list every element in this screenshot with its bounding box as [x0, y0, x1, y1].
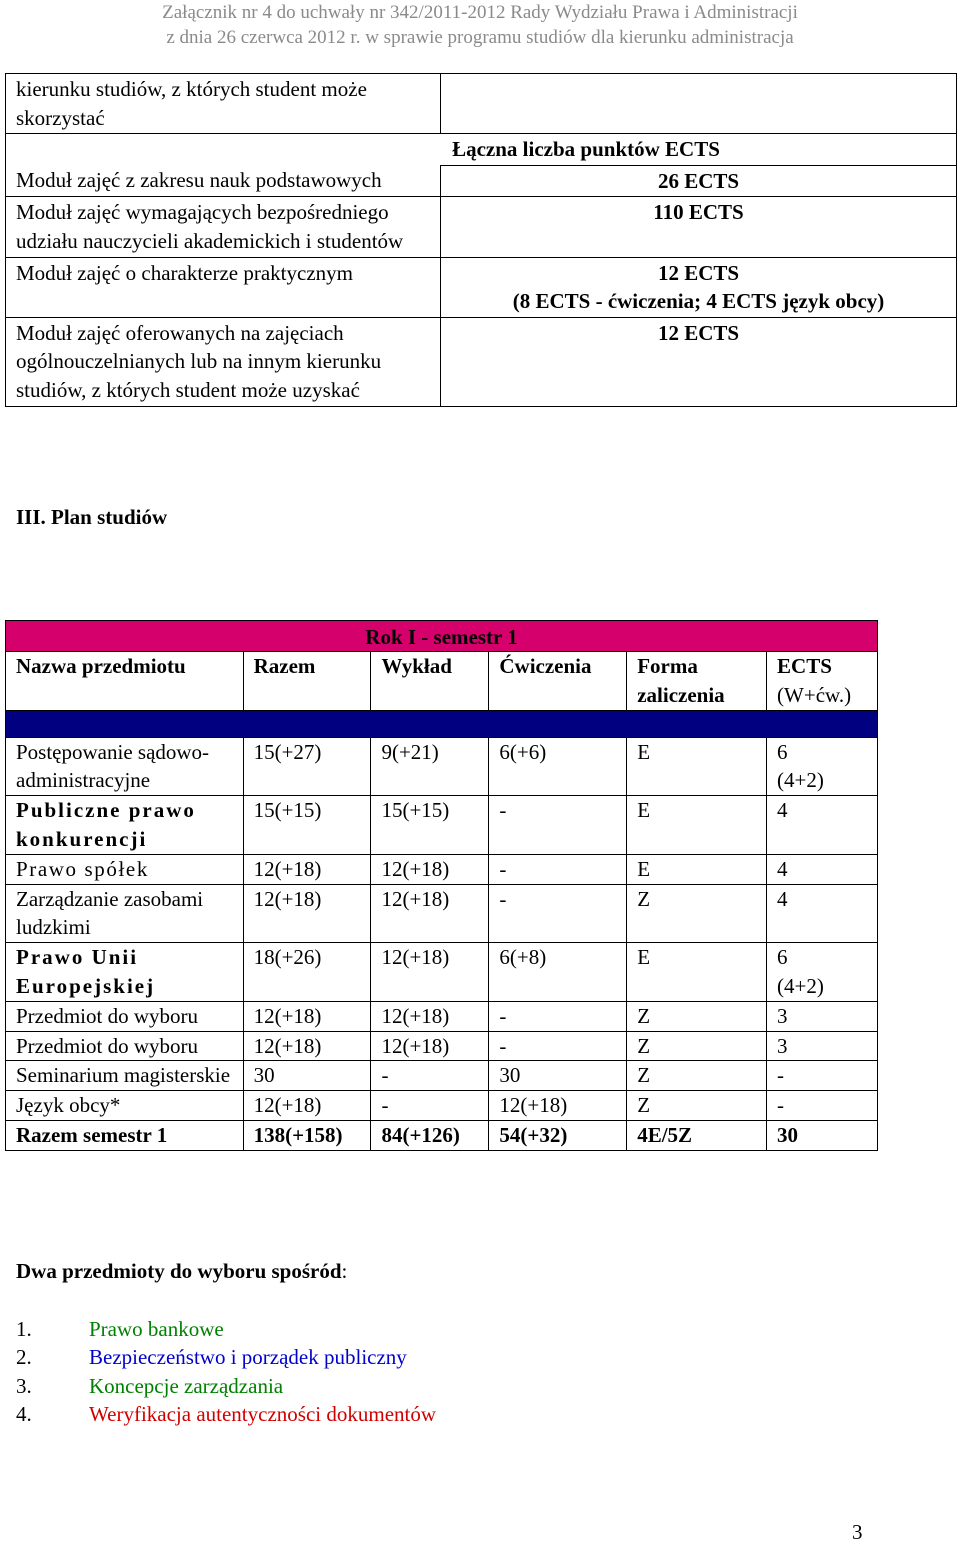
- cell-ects: [767, 737, 878, 796]
- total-ects-label: Łączna liczba punktów ECTS: [6, 134, 957, 166]
- electives-title: [16, 1259, 347, 1284]
- document-header: [0, 0, 960, 50]
- cell-exercises: 6(+8): [489, 943, 627, 1002]
- ects-value: 4: [777, 798, 788, 823]
- electives-list: [16, 1315, 436, 1428]
- list-item-number: 1.: [16, 1317, 32, 1341]
- ects-value: 6: [777, 945, 788, 970]
- list-item: [16, 1343, 436, 1371]
- ects-sub: (4+2): [777, 768, 824, 793]
- ects-value: 4: [777, 886, 788, 911]
- cell-name: Postępowanie sądowo-administracyjne: [6, 737, 244, 796]
- cell-name: Publiczne prawo konkurencji: [6, 796, 244, 855]
- study-plan-table: [5, 620, 878, 1151]
- total-form: 4E/5Z: [627, 1120, 767, 1150]
- list-item-label: Koncepcje zarządzania: [89, 1373, 284, 1398]
- cell-form: Z: [627, 884, 767, 943]
- cell-total: 12(+18): [243, 1031, 371, 1061]
- cell-lecture: -: [371, 1091, 489, 1121]
- table-row: [6, 796, 878, 855]
- table-row: [6, 317, 957, 406]
- table-row: [6, 884, 878, 943]
- cell-lecture: -: [371, 1061, 489, 1091]
- total-name: Razem semestr 1: [6, 1120, 244, 1150]
- cell-lecture: 12(+18): [371, 1031, 489, 1061]
- col-ects-label: ECTS: [777, 654, 832, 678]
- cell-lecture: 12(+18): [371, 943, 489, 1002]
- cell-total: 12(+18): [243, 1091, 371, 1121]
- table-row: [6, 74, 957, 134]
- ects-summary-table: [5, 73, 957, 407]
- total-row: [6, 1120, 878, 1150]
- cell-lecture: 12(+18): [371, 884, 489, 943]
- list-item: [16, 1372, 436, 1400]
- header-line-1: Załącznik nr 4 do uchwały nr 342/2011-2012 Rady Wydziału Prawa i Administracji: [162, 2, 798, 23]
- module-value-main: 12 ECTS: [657, 260, 740, 285]
- cell-exercises: -: [489, 1001, 627, 1031]
- cell-ects: [767, 1001, 878, 1031]
- ects-value: 3: [777, 1003, 788, 1028]
- ects-sub: (4+2): [777, 973, 824, 998]
- header-line-2: z dnia 26 czerwca 2012 r. w sprawie programu studiów dla kierunku administracja: [166, 27, 794, 48]
- page-number: 3: [852, 1520, 863, 1544]
- cell-exercises: -: [489, 884, 627, 943]
- cell-name: Język obcy*: [6, 1091, 244, 1121]
- cell-exercises: -: [489, 796, 627, 855]
- list-item-label: Bezpieczeństwo i porządek publiczny: [89, 1345, 407, 1370]
- cell-lecture: 12(+18): [371, 854, 489, 884]
- cell-ects: [767, 943, 878, 1002]
- table-row: [6, 165, 957, 197]
- electives-title-text: Dwa przedmioty do wyboru spośród: [16, 1259, 342, 1283]
- cell-ects: [767, 1031, 878, 1061]
- table-row: [6, 1061, 878, 1091]
- total-lecture: 84(+126): [371, 1120, 489, 1150]
- total-total: 138(+158): [243, 1120, 371, 1150]
- separator-bar: [6, 710, 878, 737]
- col-lecture: Wykład: [371, 652, 489, 711]
- col-form: Forma zaliczenia: [627, 652, 767, 711]
- cell-total: 15(+15): [243, 796, 371, 855]
- cell-total: 12(+18): [243, 854, 371, 884]
- cell-name: Prawo spółek: [6, 854, 244, 884]
- table-row: [6, 1031, 878, 1061]
- plan-rows: [6, 737, 878, 1120]
- module-value: 26 ECTS: [441, 165, 957, 197]
- cell-lecture: 9(+21): [371, 737, 489, 796]
- continued-label: kierunku studiów, z których student może skorzystać: [6, 74, 441, 134]
- list-item-number: 3.: [16, 1373, 32, 1398]
- cell-form: Z: [627, 1091, 767, 1121]
- col-total: Razem: [243, 652, 371, 711]
- table-row: [6, 943, 878, 1002]
- column-headers: [6, 652, 878, 711]
- ects-value: 6: [777, 739, 788, 764]
- cell-exercises: 30: [489, 1061, 627, 1091]
- list-item-label: Prawo bankowe: [89, 1317, 224, 1341]
- cell-ects: [767, 854, 878, 884]
- cell-ects: [767, 796, 878, 855]
- semester-title: Rok I - semestr 1: [6, 621, 878, 652]
- table-row: [6, 197, 957, 257]
- cell-exercises: 6(+6): [489, 737, 627, 796]
- cell-ects: [767, 884, 878, 943]
- cell-exercises: 12(+18): [489, 1091, 627, 1121]
- ects-value: -: [777, 1063, 785, 1088]
- cell-total: 12(+18): [243, 1001, 371, 1031]
- cell-exercises: -: [489, 854, 627, 884]
- module-value: 12 ECTS: [441, 317, 957, 406]
- ects-value: 4: [777, 856, 788, 881]
- cell-name: Seminarium magisterskie: [6, 1061, 244, 1091]
- cell-name: Przedmiot do wyboru: [6, 1031, 244, 1061]
- list-item-number: 4.: [16, 1401, 32, 1426]
- table-row: [6, 1001, 878, 1031]
- cell-lecture: 12(+18): [371, 1001, 489, 1031]
- col-ects: [767, 652, 878, 711]
- col-ects-sub: (W+ćw.): [777, 682, 852, 707]
- list-item: [16, 1315, 436, 1343]
- section-title: III. Plan studiów: [16, 505, 168, 529]
- separator-row: [6, 710, 878, 737]
- list-item-number: 2.: [16, 1345, 32, 1370]
- cell-form: Z: [627, 1031, 767, 1061]
- cell-total: 12(+18): [243, 884, 371, 943]
- table-row: [6, 1091, 878, 1121]
- cell-lecture: 15(+15): [371, 796, 489, 855]
- cell-total: 30: [243, 1061, 371, 1091]
- table-row: [6, 257, 957, 317]
- table-row: [6, 134, 957, 166]
- module-label: Moduł zajęć wymagających bezpośredniego udziału nauczycieli akademickich i studentów: [6, 197, 441, 257]
- cell-form: Z: [627, 1001, 767, 1031]
- cell-form: E: [627, 737, 767, 796]
- cell-form: Z: [627, 1061, 767, 1091]
- cell-name: Zarządzanie zasobami ludzkimi: [6, 884, 244, 943]
- empty-cell: [441, 74, 957, 134]
- table-row: [6, 854, 878, 884]
- module-value: [441, 257, 957, 317]
- semester-header: [6, 621, 878, 652]
- ects-value: -: [777, 1093, 785, 1118]
- module-value-note: (8 ECTS - ćwiczenia; 4 ECTS język obcy): [512, 289, 885, 314]
- cell-name: Prawo Unii Europejskiej: [6, 943, 244, 1002]
- cell-ects: [767, 1061, 878, 1091]
- cell-form: E: [627, 854, 767, 884]
- cell-form: E: [627, 796, 767, 855]
- ects-value: 3: [777, 1033, 788, 1058]
- cell-total: 15(+27): [243, 737, 371, 796]
- cell-name: Przedmiot do wyboru: [6, 1001, 244, 1031]
- module-label: Moduł zajęć z zakresu nauk podstawowych: [6, 165, 441, 197]
- cell-total: 18(+26): [243, 943, 371, 1002]
- total-ects: 30: [767, 1120, 878, 1150]
- col-name: Nazwa przedmiotu: [6, 652, 244, 711]
- col-exercises: Ćwiczenia: [489, 652, 627, 711]
- electives-title-suffix: :: [341, 1259, 348, 1283]
- cell-exercises: -: [489, 1031, 627, 1061]
- total-exercises: 54(+32): [489, 1120, 627, 1150]
- cell-ects: [767, 1091, 878, 1121]
- list-item-label: Weryfikacja autentyczności dokumentów: [89, 1401, 437, 1426]
- module-label: Moduł zajęć o charakterze praktycznym: [6, 257, 441, 317]
- cell-form: E: [627, 943, 767, 1002]
- module-value: 110 ECTS: [441, 197, 957, 257]
- module-label: Moduł zajęć oferowanych na zajęciach ogólnouczelnianych lub na innym kierunku studiów, z których student może uzyskać: [6, 317, 441, 406]
- list-item: [16, 1400, 436, 1428]
- table-row: [6, 737, 878, 796]
